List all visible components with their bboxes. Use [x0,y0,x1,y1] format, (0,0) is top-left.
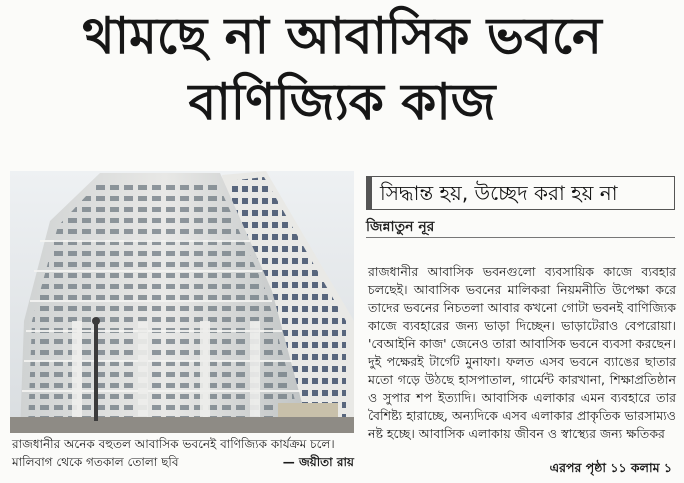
headline-line-2: বাণিজ্যিক কাজ [188,73,496,131]
news-photo [10,171,354,433]
headline-line-1: থামছে না আবাসিক ভবনে [82,7,602,65]
photo-credit: — জয়ীতা রায় [282,455,354,469]
caption-text: রাজধানীর অনেক বহুতল আবাসিক ভবনেই বাণিজ্যিক কার্যক্রম চলে। মালিবাগ থেকে গতকাল তোলা ছবি [12,437,335,469]
article-body: রাজধানীর আবাসিক ভবনগুলো ব্যবসায়িক কাজে ব্যবহার চলছেই। আবাসিক ভবনের মালিকরা নিয়মনীতি উপেক্ষা করে তাদের ভবনের নিচতলা আবার কখনো গোটা ভবনই বাণিজ্যিক কাজে ব্যবহারের জন্য ভাড়া দিচ্ছেন। ভাড়াটেরাও বেপরোয়া। 'বেআইনি কাজ' জেনেও তারা আবাসিক ভবনে ব্যবসা করছেন। দুই পক্ষেরই টার্গেট মুনাফা। ফলত এসব ভবনে ব্যাঙের ছাতার মতো গড়ে উঠছে হাসপাতাল, গার্মেন্ট কারখানা, শিক্ষাপ্রতিষ্ঠান ও সুপার শপ ইত্যাদি। আবাসিক এলাকার এমন ব্যবহারে তার বৈশিষ্ট্য হারাচ্ছে, অন্যদিকে এসব এলাকার প্রাকৃতিক ভারসাম্যও নষ্ট হচ্ছে। আবাসিক এলাকায় জীবন ও স্বাস্থ্যের জন্য ক্ষতিকর [368,264,676,441]
headline [0,2,684,136]
byline: জিন্নাতুন নূর [366,219,435,235]
subheadline-box [366,176,675,210]
building-photo-illustration [10,171,354,433]
divider [366,237,675,238]
subheadline: সিদ্ধান্ত হয়, উচ্ছেদ করা হয় না [380,181,618,205]
continued-on-page: এরপর পৃষ্ঠা ১১ কলাম ১ [549,460,672,475]
photo-caption [12,435,356,471]
